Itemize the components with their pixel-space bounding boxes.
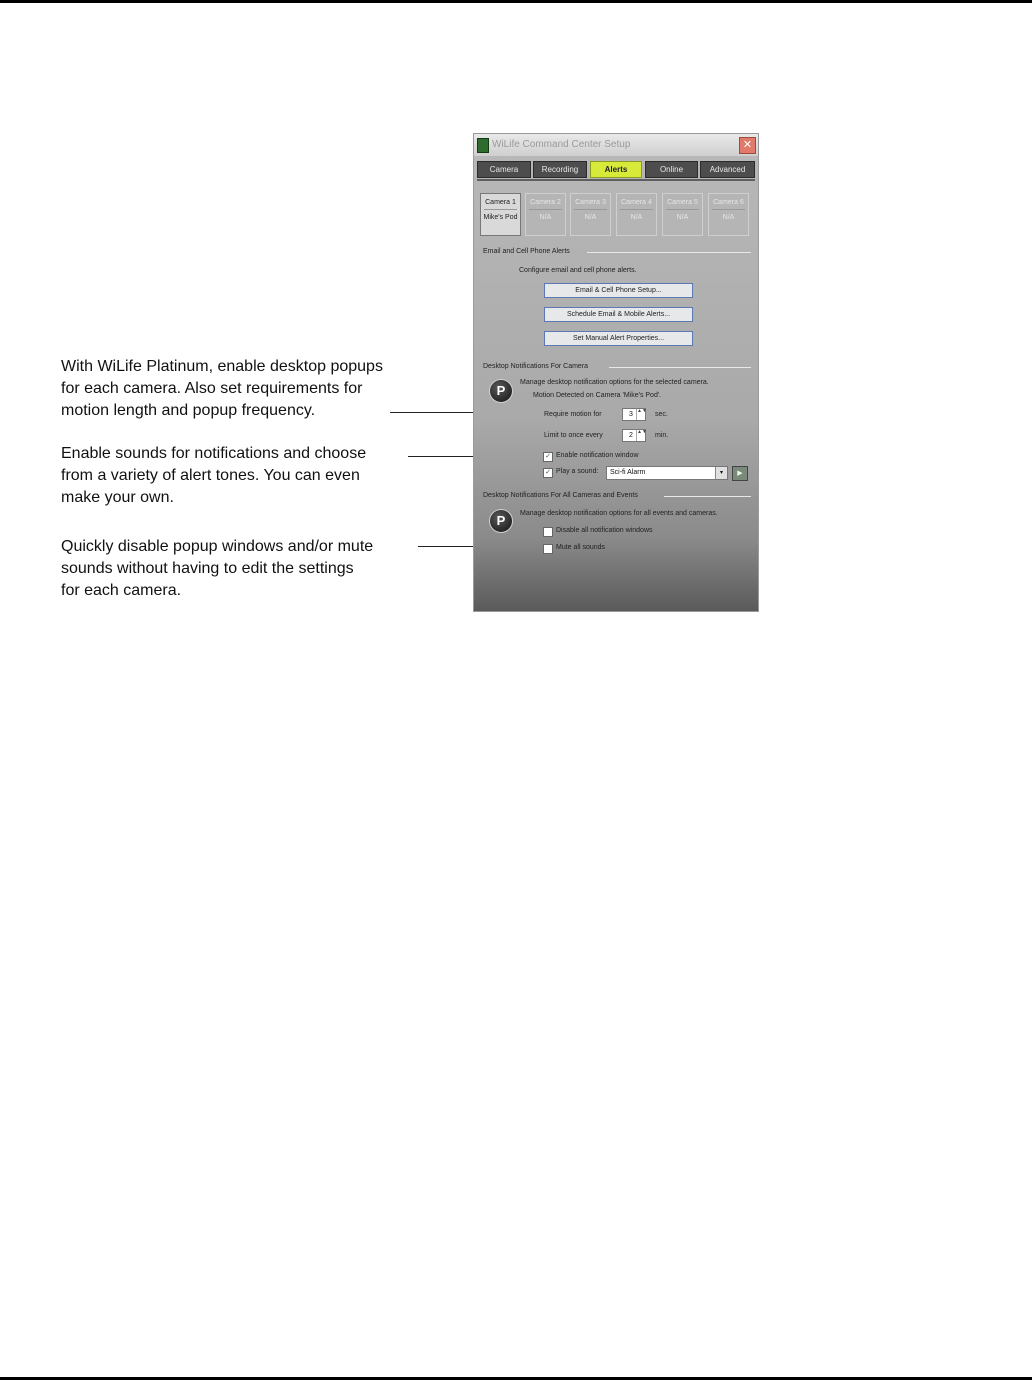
spinner-arrows-icon[interactable]: ▲▼ [636,409,645,420]
disable-all-windows-checkbox[interactable] [543,527,553,537]
top-rule [0,0,1032,3]
email-section-heading: Email and Cell Phone Alerts [483,248,570,255]
platinum-icon: P [489,379,513,403]
camera-tab-name: Camera 1 [485,199,516,206]
all-notif-divider [664,496,751,497]
camera-tab-divider [666,209,699,210]
mute-all-sounds-label: Mute all sounds [556,544,606,551]
tab-alerts[interactable]: Alerts [590,161,642,178]
tab-recording[interactable]: Recording [533,161,587,178]
camera-tab-location: Mike's Pod [483,214,518,221]
require-motion-value: 3 [629,411,633,418]
enable-window-checkbox[interactable]: ✓ [543,452,553,462]
sound-select-value: Sci-fi Alarm [610,469,646,476]
platinum-icon: P [489,509,513,533]
setup-window [473,133,759,612]
camera-tab-name: Camera 4 [621,199,652,206]
camera-tab-location: N/A [630,214,643,221]
camera-tab-3[interactable] [570,193,611,236]
email-section-description: Configure email and cell phone alerts. [519,267,637,274]
manual-alert-properties-button[interactable]: Set Manual Alert Properties... [544,331,693,346]
bottom-rule [0,1377,1032,1380]
callout-sounds: Enable sounds for notifications and choose from a variety of alert tones. You can even make your own. [61,445,367,506]
close-button[interactable] [739,137,756,154]
camera-tab-location: N/A [722,214,735,221]
require-motion-label: Require motion for [544,411,602,418]
camera-tab-5[interactable] [662,193,703,236]
sound-select[interactable] [606,466,728,480]
camera-tab-name: Camera 6 [713,199,744,206]
camera-tab-divider [620,209,653,210]
email-section-divider [587,252,751,253]
camera-tab-divider [484,209,517,210]
disable-all-windows-label: Disable all notification windows [556,527,653,534]
play-sound-label: Play a sound: [556,468,599,475]
limit-unit: min. [655,432,669,439]
close-icon: ✕ [742,139,753,151]
camera-tab-location: N/A [584,214,597,221]
spinner-arrows-icon[interactable]: ▲▼ [636,430,645,441]
play-sound-button[interactable]: ▶ [732,466,748,481]
tab-online[interactable]: Online [645,161,698,178]
main-tabs [477,161,755,177]
camera-tab-divider [529,209,562,210]
app-icon [477,138,489,153]
require-motion-spinner[interactable] [622,408,646,421]
camera-tab-name: Camera 3 [575,199,606,206]
camera-tab-location: N/A [539,214,552,221]
window-title: WiLife Command Center Setup [492,139,631,150]
enable-window-label: Enable notification window [556,452,639,459]
all-notif-heading: Desktop Notifications For All Cameras and Events [483,492,638,499]
title-bar [474,134,758,156]
camera-tab-divider [574,209,607,210]
camera-tab-name: Camera 5 [667,199,698,206]
camera-tab-divider [712,209,745,210]
camera-notif-description: Manage desktop notification options for the selected camera. [520,379,709,386]
limit-spinner[interactable] [622,429,646,442]
play-sound-checkbox[interactable]: ✓ [543,468,553,478]
camera-tab-4[interactable] [616,193,657,236]
camera-tab-location: N/A [676,214,689,221]
require-motion-unit: sec. [655,411,668,418]
camera-tab-name: Camera 2 [530,199,561,206]
limit-value: 2 [629,432,633,439]
callout-disable: Quickly disable popup windows and/or mute sounds without having to edit the settings for each camera. [61,538,374,599]
tab-advanced[interactable]: Advanced [700,161,755,178]
alerts-panel [477,179,755,609]
camera-notif-divider [609,367,751,368]
camera-tab-2[interactable] [525,193,566,236]
camera-notif-heading: Desktop Notifications For Camera [483,363,589,370]
chevron-down-icon[interactable]: ▾ [715,467,727,479]
camera-tab-1[interactable] [480,193,521,236]
callout-platinum: With WiLife Platinum, enable desktop popups for each camera. Also set requirements for motion length and popup frequency. [61,358,383,419]
all-notif-description: Manage desktop notification options for all events and cameras. [520,510,718,517]
limit-label: Limit to once every [544,432,603,439]
email-cell-setup-button[interactable]: Email & Cell Phone Setup... [544,283,693,298]
tab-camera[interactable]: Camera [477,161,531,178]
mute-all-sounds-checkbox[interactable] [543,544,553,554]
motion-detected-label: Motion Detected on Camera 'Mike's Pod'. [533,392,662,399]
schedule-alerts-button[interactable]: Schedule Email & Mobile Alerts... [544,307,693,322]
camera-tab-6[interactable] [708,193,749,236]
